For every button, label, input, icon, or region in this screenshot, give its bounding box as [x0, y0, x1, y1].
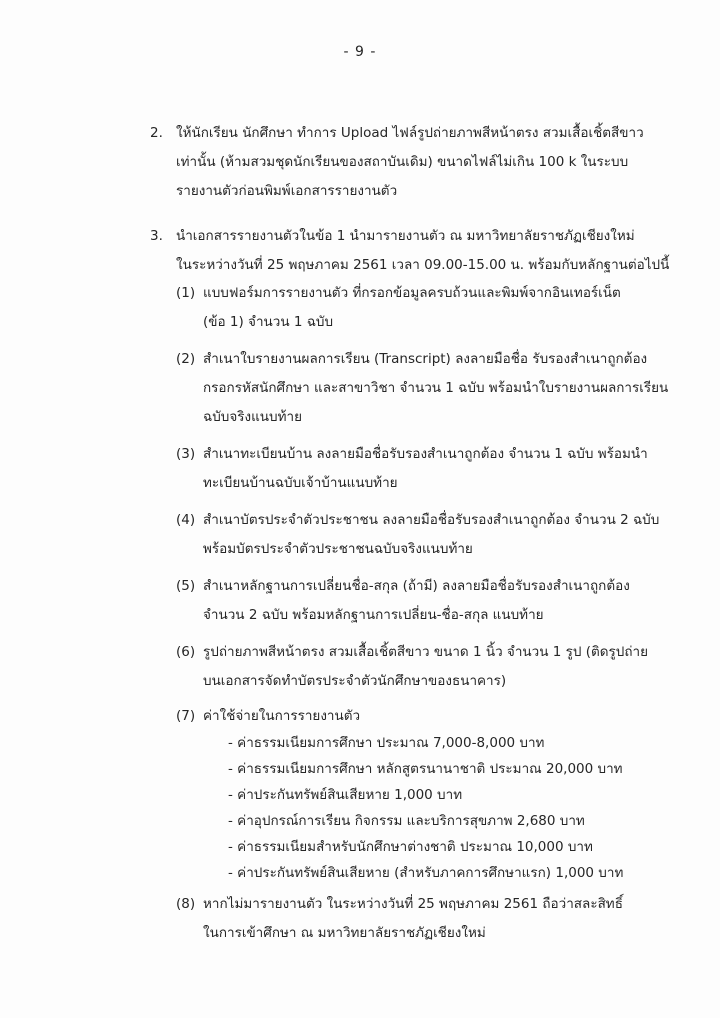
paragraph-line: นำเอกสารรายงานตัวในข้อ 1 นำมารายงานตัว ณ มหาวิทยาลัยราชภัฏเชียงใหม่ — [176, 228, 635, 244]
fee-item: - ค่าประกันทรัพย์สินเสียหาย (สำหรับภาคการศึกษาแรก) 1,000 บาท — [228, 865, 624, 881]
fee-item: - ค่าอุปกรณ์การเรียน กิจกรรม และบริการสุขภาพ 2,680 บาท — [228, 813, 585, 829]
subitem-line: รูปถ่ายภาพสีหน้าตรง สวมเสื้อเชิ้ตสีขาว ขนาด 1 นิ้ว จำนวน 1 รูป (ติดรูปถ่าย — [203, 644, 649, 660]
subitem-line: สำเนาบัตรประจำตัวประชาชน ลงลายมือชื่อรับรองสำเนาถูกต้อง จำนวน 2 ฉบับ — [203, 512, 660, 528]
subitem-number: (5) — [176, 578, 196, 594]
subitem-line: กรอกรหัสนักศึกษา และสาขาวิชา จำนวน 1 ฉบับ พร้อมนำใบรายงานผลการเรียน — [203, 380, 669, 396]
fee-item: - ค่าธรรมเนียมการศึกษา หลักสูตรนานาชาติ ประมาณ 20,000 บาท — [228, 761, 623, 777]
subitem-line: สำเนาหลักฐานการเปลี่ยนชื่อ-สกุล (ถ้ามี) ลงลายมือชื่อรับรองสำเนาถูกต้อง — [203, 578, 630, 594]
subitem-number: (1) — [176, 285, 196, 301]
item-number: 2. — [150, 125, 163, 141]
fee-item: - ค่าธรรมเนียมการศึกษา ประมาณ 7,000-8,000 บาท — [228, 735, 545, 751]
subitem-number: (4) — [176, 512, 196, 528]
paragraph-line: เท่านั้น (ห้ามสวมชุดนักเรียนของสถาบันเดิม) ขนาดไฟล์ไม่เกิน 100 k ในระบบ — [176, 154, 629, 170]
page-number: - 9 - — [343, 44, 377, 60]
subitem-number: (3) — [176, 446, 196, 462]
paragraph-line: รายงานตัวก่อนพิมพ์เอกสารรายงานตัว — [176, 183, 398, 199]
subitem-line: ในการเข้าศึกษา ณ มหาวิทยาลัยราชภัฏเชียงใหม่ — [203, 925, 486, 941]
subitem-line: บนเอกสารจัดทำบัตรประจำตัวนักศึกษาของธนาคาร) — [203, 673, 507, 689]
subitem-line: ฉบับจริงแนบท้าย — [203, 409, 302, 425]
subitem-line: หากไม่มารายงานตัว ในระหว่างวันที่ 25 พฤษภาคม 2561 ถือว่าสละสิทธิ์ — [203, 896, 623, 912]
paragraph-line: ให้นักเรียน นักศึกษา ทำการ Upload ไฟล์รูปถ่ายภาพสีหน้าตรง สวมเสื้อเชิ้ตสีขาว — [176, 125, 644, 141]
subitem-line: ค่าใช้จ่ายในการรายงานตัว — [203, 708, 361, 724]
fee-item: - ค่าธรรมเนียมสำหรับนักศึกษาต่างชาติ ประมาณ 10,000 บาท — [228, 839, 593, 855]
subitem-number: (2) — [176, 351, 196, 367]
subitem-line: จำนวน 2 ฉบับ พร้อมหลักฐานการเปลี่ยน-ชื่อ-สกุล แนบท้าย — [203, 607, 544, 623]
subitem-number: (8) — [176, 896, 196, 912]
subitem-line: แบบฟอร์มการรายงานตัว ที่กรอกข้อมูลครบถ้วนและพิมพ์จากอินเทอร์เน็ต — [203, 285, 621, 301]
subitem-number: (6) — [176, 644, 196, 660]
subitem-line: สำเนาทะเบียนบ้าน ลงลายมือชื่อรับรองสำเนาถูกต้อง จำนวน 1 ฉบับ พร้อมนำ — [203, 446, 648, 462]
paragraph-line: ในระหว่างวันที่ 25 พฤษภาคม 2561 เวลา 09.00-15.00 น. พร้อมกับหลักฐานต่อไปนี้ — [176, 257, 670, 273]
item-number: 3. — [150, 228, 163, 244]
subitem-line: ทะเบียนบ้านฉบับเจ้าบ้านแนบท้าย — [203, 475, 398, 491]
subitem-number: (7) — [176, 708, 196, 724]
subitem-line: สำเนาใบรายงานผลการเรียน (Transcript) ลงลายมือชื่อ รับรองสำเนาถูกต้อง — [203, 351, 648, 367]
fee-item: - ค่าประกันทรัพย์สินเสียหาย 1,000 บาท — [228, 787, 463, 803]
subitem-line: พร้อมบัตรประจำตัวประชาชนฉบับจริงแนบท้าย — [203, 541, 473, 557]
subitem-line: (ข้อ 1) จำนวน 1 ฉบับ — [203, 314, 334, 330]
